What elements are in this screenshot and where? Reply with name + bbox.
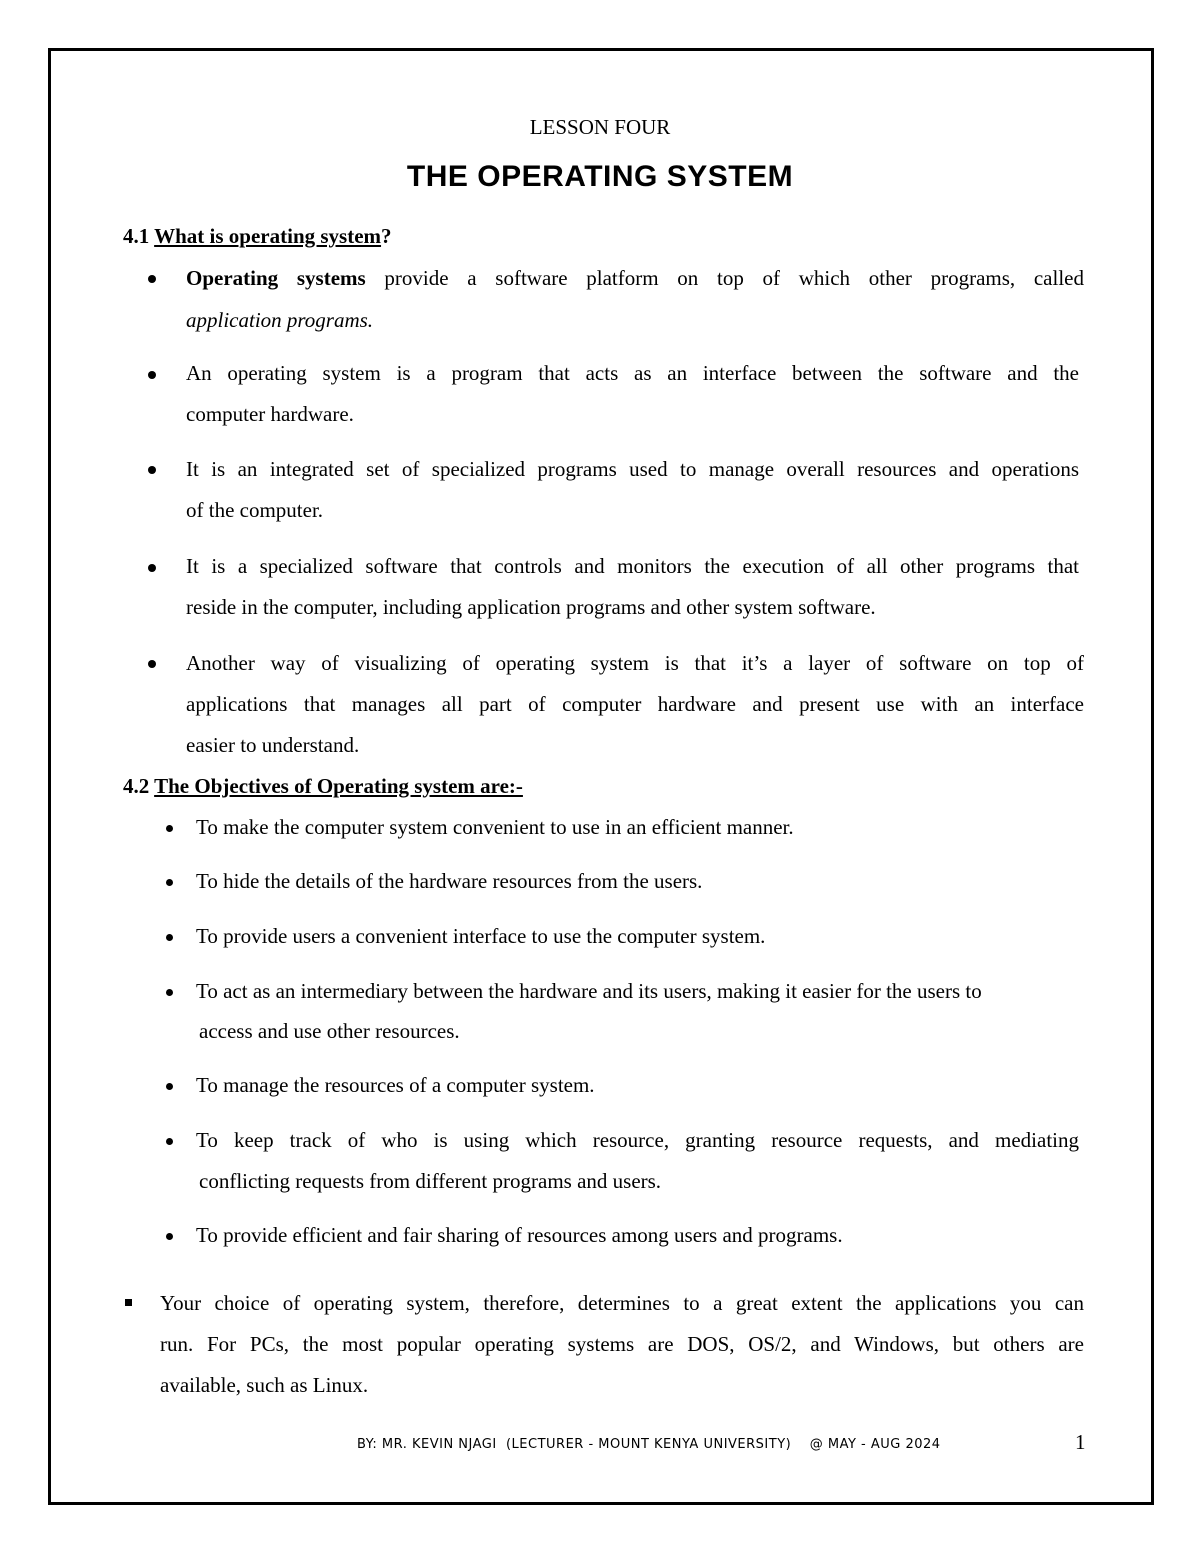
list-item-line: To provide efficient and fair sharing of resources among users and programs. (196, 1223, 843, 1247)
list-item-line: applications that manages all part of computer hardware and present use with an interface (186, 692, 1084, 716)
section-title: The Objectives of Operating system are:- (154, 774, 523, 798)
closing-line: available, such as Linux. (160, 1373, 369, 1397)
list-item-line (186, 266, 1084, 291)
bullet-icon (166, 879, 173, 886)
list-item-line: Another way of visualizing of operating system is that it’s a layer of software on top of (186, 651, 1084, 675)
section-heading-4-1 (123, 224, 392, 249)
list-item-line: of the computer. (186, 498, 324, 522)
list-item-line: It is an integrated set of specialized programs used to manage overall resources and operations (186, 457, 1079, 481)
page-number: 1 (1075, 1430, 1086, 1454)
bullet-icon (148, 371, 156, 379)
bullet-icon (148, 466, 156, 474)
list-item-line: To make the computer system convenient to use in an efficient manner. (196, 815, 794, 839)
list-item-line: To act as an intermediary between the hardware and its users, making it easier for the users to (196, 979, 982, 1003)
list-item-line: To manage the resources of a computer system. (196, 1073, 595, 1097)
list-item-line: easier to understand. (186, 733, 360, 757)
bullet-icon (148, 564, 156, 572)
section-number: 4.2 (123, 774, 150, 798)
list-item-line: To keep track of who is using which resource, granting resource requests, and mediating (196, 1128, 1079, 1152)
list-item-line: To provide users a convenient interface to use the computer system. (196, 924, 766, 948)
list-item-line: To hide the details of the hardware resources from the users. (196, 869, 703, 893)
bullet-icon (166, 1233, 173, 1240)
closing-line: run. For PCs, the most popular operating systems are DOS, OS/2, and Windows, but others are (160, 1332, 1084, 1356)
section-title-suffix: ? (381, 224, 392, 248)
bullet-icon (148, 660, 156, 668)
footer-text: BY: MR. KEVIN NJAGI (LECTURER - MOUNT KENYA UNIVERSITY) @ MAY - AUG 2024 (357, 1437, 941, 1452)
lesson-label: LESSON FOUR (529, 115, 671, 139)
list-item-line: computer hardware. (186, 402, 354, 426)
bullet-icon (166, 934, 173, 941)
bullet-icon (166, 1083, 173, 1090)
section-heading-4-2 (123, 774, 523, 799)
list-item-text: provide a software platform on top of which other programs, called (365, 266, 1084, 290)
bullet-icon (166, 825, 173, 832)
section-title: What is operating system (154, 224, 382, 248)
bullet-icon (148, 275, 156, 283)
document-title: THE OPERATING SYSTEM (406, 160, 794, 193)
closing-line: Your choice of operating system, therefore, determines to a great extent the applications you can (160, 1291, 1084, 1315)
list-item-line: conflicting requests from different programs and users. (199, 1169, 662, 1193)
list-item-line: access and use other resources. (199, 1019, 460, 1043)
list-item-line: reside in the computer, including application programs and other system software. (186, 595, 876, 619)
square-bullet-icon (125, 1299, 132, 1306)
list-item-line: An operating system is a program that acts as an interface between the software and the (186, 361, 1079, 385)
bullet-icon (166, 989, 173, 996)
bold-lead: Operating systems (186, 266, 366, 290)
list-item-line: It is a specialized software that controls and monitors the execution of all other programs that (186, 554, 1079, 578)
bullet-icon (166, 1138, 173, 1145)
section-number: 4.1 (123, 224, 150, 248)
list-item-line: application programs. (186, 308, 374, 332)
